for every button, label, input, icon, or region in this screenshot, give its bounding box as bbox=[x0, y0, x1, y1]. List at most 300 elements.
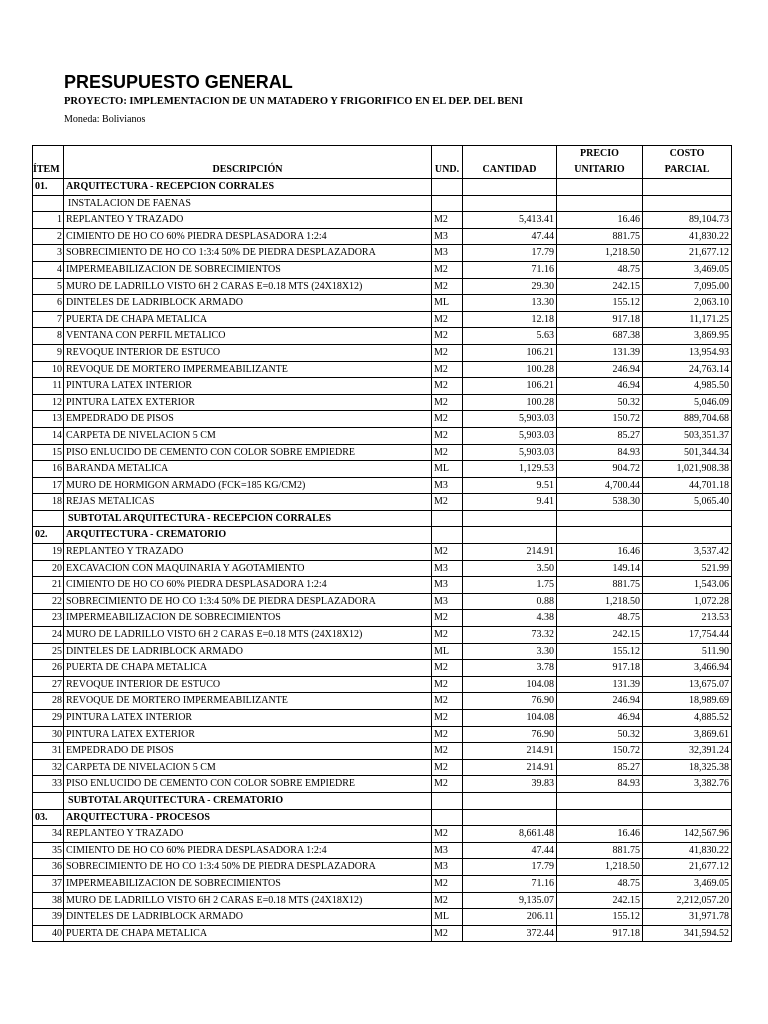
quantity-cell: 4.38 bbox=[463, 610, 557, 627]
section-row bbox=[33, 527, 732, 544]
description-cell: PINTURA LATEX INTERIOR bbox=[64, 710, 432, 727]
quantity-cell: 214.91 bbox=[463, 759, 557, 776]
item-cell: 30 bbox=[33, 726, 64, 743]
unit-price-cell: 881.75 bbox=[557, 577, 643, 594]
partial-cost-cell: 4,985.50 bbox=[643, 378, 732, 395]
unit-price-cell: 917.18 bbox=[557, 311, 643, 328]
unit-cell: M3 bbox=[432, 577, 463, 594]
partial-cost-cell: 44,701.18 bbox=[643, 477, 732, 494]
unit-price-cell bbox=[557, 809, 643, 826]
description-cell: DINTELES DE LADRIBLOCK ARMADO bbox=[64, 295, 432, 312]
unit-price-cell: 16.46 bbox=[557, 212, 643, 229]
item-cell: 40 bbox=[33, 925, 64, 942]
header-quantity: CANTIDAD bbox=[463, 162, 557, 179]
table-row bbox=[33, 925, 732, 942]
unit-cell bbox=[432, 510, 463, 527]
table-row bbox=[33, 212, 732, 229]
quantity-cell: 9,135.07 bbox=[463, 892, 557, 909]
table-row bbox=[33, 892, 732, 909]
quantity-cell bbox=[463, 792, 557, 809]
item-cell: 39 bbox=[33, 909, 64, 926]
quantity-cell: 73.32 bbox=[463, 627, 557, 644]
item-cell: 12 bbox=[33, 394, 64, 411]
quantity-cell: 106.21 bbox=[463, 344, 557, 361]
item-cell: 34 bbox=[33, 826, 64, 843]
description-cell: SOBRECIMIENTO DE HO CO 1:3:4 50% DE PIEDRA DESPLAZADORA bbox=[64, 859, 432, 876]
partial-cost-cell: 3,469.05 bbox=[643, 261, 732, 278]
subheading-row bbox=[33, 195, 732, 212]
quantity-cell: 3.50 bbox=[463, 560, 557, 577]
unit-cell: M3 bbox=[432, 477, 463, 494]
partial-cost-cell: 501,344.34 bbox=[643, 444, 732, 461]
table-row bbox=[33, 627, 732, 644]
item-cell: 24 bbox=[33, 627, 64, 644]
description-cell: REVOQUE DE MORTERO IMPERMEABILIZANTE bbox=[64, 361, 432, 378]
unit-price-cell: 46.94 bbox=[557, 710, 643, 727]
quantity-cell: 100.28 bbox=[463, 394, 557, 411]
table-row bbox=[33, 826, 732, 843]
item-cell: 16 bbox=[33, 461, 64, 478]
unit-cell bbox=[432, 809, 463, 826]
header-unit-cell bbox=[432, 146, 463, 163]
partial-cost-cell: 3,466.94 bbox=[643, 660, 732, 677]
quantity-cell: 104.08 bbox=[463, 676, 557, 693]
unit-price-cell: 881.75 bbox=[557, 842, 643, 859]
quantity-cell: 39.83 bbox=[463, 776, 557, 793]
unit-cell: ML bbox=[432, 295, 463, 312]
partial-cost-cell: 142,567.96 bbox=[643, 826, 732, 843]
unit-cell: M2 bbox=[432, 444, 463, 461]
unit-cell: M2 bbox=[432, 311, 463, 328]
table-row bbox=[33, 494, 732, 511]
quantity-cell: 206.11 bbox=[463, 909, 557, 926]
quantity-cell: 9.51 bbox=[463, 477, 557, 494]
unit-cell: M3 bbox=[432, 228, 463, 245]
description-cell: PINTURA LATEX EXTERIOR bbox=[64, 726, 432, 743]
partial-cost-cell: 4,885.52 bbox=[643, 710, 732, 727]
unit-price-cell: 50.32 bbox=[557, 394, 643, 411]
quantity-cell: 17.79 bbox=[463, 245, 557, 262]
unit-price-cell: 687.38 bbox=[557, 328, 643, 345]
table-row bbox=[33, 710, 732, 727]
unit-cell: M2 bbox=[432, 378, 463, 395]
partial-cost-cell: 1,021,908.38 bbox=[643, 461, 732, 478]
unit-cell: M3 bbox=[432, 560, 463, 577]
unit-cell: M3 bbox=[432, 245, 463, 262]
currency-label: Moneda: Bolivianos bbox=[64, 114, 146, 125]
description-cell: REVOQUE INTERIOR DE ESTUCO bbox=[64, 676, 432, 693]
description-cell: PISO ENLUCIDO DE CEMENTO CON COLOR SOBRE EMPIEDRE bbox=[64, 444, 432, 461]
description-cell: REPLANTEO Y TRAZADO bbox=[64, 826, 432, 843]
unit-price-cell: 150.72 bbox=[557, 743, 643, 760]
partial-cost-cell: 21,677.12 bbox=[643, 245, 732, 262]
header-price-bottom: UNITARIO bbox=[557, 162, 643, 179]
unit-price-cell: 1,218.50 bbox=[557, 593, 643, 610]
description-cell: CARPETA DE NIVELACION 5 CM bbox=[64, 427, 432, 444]
item-cell bbox=[33, 792, 64, 809]
unit-price-cell: 84.93 bbox=[557, 444, 643, 461]
description-cell: SUBTOTAL ARQUITECTURA - CREMATORIO bbox=[64, 792, 432, 809]
item-cell: 01. bbox=[33, 179, 64, 196]
table-row bbox=[33, 427, 732, 444]
partial-cost-cell: 13,954.93 bbox=[643, 344, 732, 361]
description-cell: PISO ENLUCIDO DE CEMENTO CON COLOR SOBRE EMPIEDRE bbox=[64, 776, 432, 793]
header-desc-cell bbox=[64, 146, 432, 163]
quantity-cell bbox=[463, 510, 557, 527]
quantity-cell: 104.08 bbox=[463, 710, 557, 727]
partial-cost-cell: 503,351.37 bbox=[643, 427, 732, 444]
partial-cost-cell: 511.90 bbox=[643, 643, 732, 660]
unit-cell bbox=[432, 527, 463, 544]
quantity-cell: 13.30 bbox=[463, 295, 557, 312]
partial-cost-cell bbox=[643, 792, 732, 809]
header-qty-cell bbox=[463, 146, 557, 163]
description-cell: REVOQUE INTERIOR DE ESTUCO bbox=[64, 344, 432, 361]
unit-cell: M2 bbox=[432, 328, 463, 345]
subtotal-row bbox=[33, 792, 732, 809]
quantity-cell: 0.88 bbox=[463, 593, 557, 610]
quantity-cell: 47.44 bbox=[463, 842, 557, 859]
unit-price-cell: 917.18 bbox=[557, 925, 643, 942]
unit-price-cell: 149.14 bbox=[557, 560, 643, 577]
unit-cell: M3 bbox=[432, 593, 463, 610]
unit-cell: M2 bbox=[432, 710, 463, 727]
unit-price-cell: 48.75 bbox=[557, 610, 643, 627]
item-cell: 9 bbox=[33, 344, 64, 361]
table-row bbox=[33, 311, 732, 328]
description-cell: PUERTA DE CHAPA METALICA bbox=[64, 311, 432, 328]
partial-cost-cell: 521.99 bbox=[643, 560, 732, 577]
unit-price-cell bbox=[557, 792, 643, 809]
item-cell: 36 bbox=[33, 859, 64, 876]
unit-price-cell bbox=[557, 195, 643, 212]
unit-price-cell: 131.39 bbox=[557, 676, 643, 693]
quantity-cell: 76.90 bbox=[463, 693, 557, 710]
header-row-top bbox=[33, 146, 732, 163]
unit-cell: M2 bbox=[432, 676, 463, 693]
item-cell: 23 bbox=[33, 610, 64, 627]
unit-price-cell: 246.94 bbox=[557, 693, 643, 710]
quantity-cell bbox=[463, 195, 557, 212]
partial-cost-cell bbox=[643, 195, 732, 212]
quantity-cell: 1.75 bbox=[463, 577, 557, 594]
partial-cost-cell bbox=[643, 510, 732, 527]
table-row bbox=[33, 643, 732, 660]
description-cell: MURO DE LADRILLO VISTO 6H 2 CARAS E=0.18 MTS (24X18X12) bbox=[64, 278, 432, 295]
table-row bbox=[33, 909, 732, 926]
table-row bbox=[33, 477, 732, 494]
table-row bbox=[33, 726, 732, 743]
partial-cost-cell: 2,063.10 bbox=[643, 295, 732, 312]
item-cell: 5 bbox=[33, 278, 64, 295]
quantity-cell: 1,129.53 bbox=[463, 461, 557, 478]
unit-cell: M2 bbox=[432, 627, 463, 644]
quantity-cell: 106.21 bbox=[463, 378, 557, 395]
description-cell: MURO DE HORMIGON ARMADO (FCK=185 KG/CM2) bbox=[64, 477, 432, 494]
header-price-top: PRECIO bbox=[557, 146, 643, 163]
item-cell: 29 bbox=[33, 710, 64, 727]
unit-cell: M2 bbox=[432, 610, 463, 627]
item-cell: 18 bbox=[33, 494, 64, 511]
header-item: ÍTEM bbox=[33, 162, 64, 179]
partial-cost-cell: 5,046.09 bbox=[643, 394, 732, 411]
description-cell: REVOQUE DE MORTERO IMPERMEABILIZANTE bbox=[64, 693, 432, 710]
item-cell: 28 bbox=[33, 693, 64, 710]
item-cell: 33 bbox=[33, 776, 64, 793]
item-cell: 27 bbox=[33, 676, 64, 693]
unit-cell: M2 bbox=[432, 261, 463, 278]
quantity-cell: 71.16 bbox=[463, 261, 557, 278]
quantity-cell: 8,661.48 bbox=[463, 826, 557, 843]
unit-price-cell: 85.27 bbox=[557, 759, 643, 776]
unit-price-cell: 538.30 bbox=[557, 494, 643, 511]
table-row bbox=[33, 444, 732, 461]
item-cell bbox=[33, 510, 64, 527]
item-cell: 4 bbox=[33, 261, 64, 278]
partial-cost-cell bbox=[643, 179, 732, 196]
item-cell: 11 bbox=[33, 378, 64, 395]
partial-cost-cell: 7,095.00 bbox=[643, 278, 732, 295]
unit-cell: M3 bbox=[432, 842, 463, 859]
unit-price-cell: 85.27 bbox=[557, 427, 643, 444]
quantity-cell bbox=[463, 527, 557, 544]
unit-price-cell: 48.75 bbox=[557, 875, 643, 892]
unit-cell bbox=[432, 195, 463, 212]
quantity-cell: 17.79 bbox=[463, 859, 557, 876]
item-cell: 14 bbox=[33, 427, 64, 444]
unit-cell: M2 bbox=[432, 892, 463, 909]
partial-cost-cell: 13,675.07 bbox=[643, 676, 732, 693]
partial-cost-cell: 11,171.25 bbox=[643, 311, 732, 328]
partial-cost-cell: 31,971.78 bbox=[643, 909, 732, 926]
table-row bbox=[33, 295, 732, 312]
item-cell: 1 bbox=[33, 212, 64, 229]
description-cell: PINTURA LATEX EXTERIOR bbox=[64, 394, 432, 411]
description-cell: SUBTOTAL ARQUITECTURA - RECEPCION CORRALES bbox=[64, 510, 432, 527]
description-cell: BARANDA METALICA bbox=[64, 461, 432, 478]
table-row bbox=[33, 344, 732, 361]
quantity-cell: 100.28 bbox=[463, 361, 557, 378]
partial-cost-cell: 41,830.22 bbox=[643, 228, 732, 245]
partial-cost-cell: 889,704.68 bbox=[643, 411, 732, 428]
description-cell: IMPERMEABILIZACION DE SOBRECIMIENTOS bbox=[64, 610, 432, 627]
quantity-cell bbox=[463, 809, 557, 826]
header-description: DESCRIPCIÓN bbox=[64, 162, 432, 179]
partial-cost-cell: 2,212,057.20 bbox=[643, 892, 732, 909]
item-cell: 3 bbox=[33, 245, 64, 262]
partial-cost-cell: 3,869.61 bbox=[643, 726, 732, 743]
table-row bbox=[33, 875, 732, 892]
partial-cost-cell: 24,763.14 bbox=[643, 361, 732, 378]
description-cell: CIMIENTO DE HO CO 60% PIEDRA DESPLASADORA 1:2:4 bbox=[64, 842, 432, 859]
table-row bbox=[33, 278, 732, 295]
item-cell: 8 bbox=[33, 328, 64, 345]
partial-cost-cell: 32,391.24 bbox=[643, 743, 732, 760]
partial-cost-cell: 5,065.40 bbox=[643, 494, 732, 511]
item-cell: 7 bbox=[33, 311, 64, 328]
unit-price-cell bbox=[557, 179, 643, 196]
item-cell: 35 bbox=[33, 842, 64, 859]
item-cell: 6 bbox=[33, 295, 64, 312]
partial-cost-cell: 341,594.52 bbox=[643, 925, 732, 942]
item-cell: 13 bbox=[33, 411, 64, 428]
unit-cell: M2 bbox=[432, 826, 463, 843]
partial-cost-cell: 89,104.73 bbox=[643, 212, 732, 229]
item-cell: 31 bbox=[33, 743, 64, 760]
item-cell: 02. bbox=[33, 527, 64, 544]
table-row bbox=[33, 461, 732, 478]
item-cell: 37 bbox=[33, 875, 64, 892]
quantity-cell: 5,903.03 bbox=[463, 411, 557, 428]
quantity-cell: 5,903.03 bbox=[463, 444, 557, 461]
description-cell: MURO DE LADRILLO VISTO 6H 2 CARAS E=0.18 MTS (24X18X12) bbox=[64, 892, 432, 909]
unit-price-cell: 84.93 bbox=[557, 776, 643, 793]
quantity-cell: 76.90 bbox=[463, 726, 557, 743]
unit-cell: M2 bbox=[432, 660, 463, 677]
quantity-cell: 9.41 bbox=[463, 494, 557, 511]
table-row bbox=[33, 610, 732, 627]
partial-cost-cell: 18,989.69 bbox=[643, 693, 732, 710]
unit-cell: M2 bbox=[432, 759, 463, 776]
table-row bbox=[33, 411, 732, 428]
unit-cell: M2 bbox=[432, 544, 463, 561]
description-cell: MURO DE LADRILLO VISTO 6H 2 CARAS E=0.18 MTS (24X18X12) bbox=[64, 627, 432, 644]
table-row bbox=[33, 328, 732, 345]
unit-price-cell: 246.94 bbox=[557, 361, 643, 378]
description-cell: PUERTA DE CHAPA METALICA bbox=[64, 660, 432, 677]
description-cell: VENTANA CON PERFIL METALICO bbox=[64, 328, 432, 345]
partial-cost-cell: 213.53 bbox=[643, 610, 732, 627]
unit-cell: M2 bbox=[432, 212, 463, 229]
description-cell: CIMIENTO DE HO CO 60% PIEDRA DESPLASADORA 1:2:4 bbox=[64, 577, 432, 594]
description-cell: PUERTA DE CHAPA METALICA bbox=[64, 925, 432, 942]
unit-price-cell: 904.72 bbox=[557, 461, 643, 478]
unit-cell: M2 bbox=[432, 875, 463, 892]
unit-price-cell bbox=[557, 527, 643, 544]
description-cell: EMPEDRADO DE PISOS bbox=[64, 743, 432, 760]
quantity-cell: 5.63 bbox=[463, 328, 557, 345]
partial-cost-cell: 17,754.44 bbox=[643, 627, 732, 644]
unit-cell: M2 bbox=[432, 394, 463, 411]
subtotal-row bbox=[33, 510, 732, 527]
unit-cell: M2 bbox=[432, 726, 463, 743]
unit-cell: ML bbox=[432, 909, 463, 926]
section-row bbox=[33, 809, 732, 826]
unit-price-cell: 155.12 bbox=[557, 643, 643, 660]
description-cell: SOBRECIMIENTO DE HO CO 1:3:4 50% DE PIEDRA DESPLAZADORA bbox=[64, 593, 432, 610]
description-cell: ARQUITECTURA - PROCESOS bbox=[64, 809, 432, 826]
description-cell: IMPERMEABILIZACION DE SOBRECIMIENTOS bbox=[64, 261, 432, 278]
item-cell: 32 bbox=[33, 759, 64, 776]
partial-cost-cell: 41,830.22 bbox=[643, 842, 732, 859]
unit-cell: M2 bbox=[432, 494, 463, 511]
item-cell: 21 bbox=[33, 577, 64, 594]
table-row bbox=[33, 676, 732, 693]
description-cell: INSTALACION DE FAENAS bbox=[64, 195, 432, 212]
unit-price-cell: 155.12 bbox=[557, 909, 643, 926]
table-row bbox=[33, 842, 732, 859]
description-cell: SOBRECIMIENTO DE HO CO 1:3:4 50% DE PIEDRA DESPLAZADORA bbox=[64, 245, 432, 262]
partial-cost-cell: 3,869.95 bbox=[643, 328, 732, 345]
item-cell: 38 bbox=[33, 892, 64, 909]
item-cell: 19 bbox=[33, 544, 64, 561]
quantity-cell bbox=[463, 179, 557, 196]
unit-cell: M2 bbox=[432, 344, 463, 361]
quantity-cell: 29.30 bbox=[463, 278, 557, 295]
quantity-cell: 214.91 bbox=[463, 544, 557, 561]
quantity-cell: 12.18 bbox=[463, 311, 557, 328]
description-cell: IMPERMEABILIZACION DE SOBRECIMIENTOS bbox=[64, 875, 432, 892]
partial-cost-cell: 3,469.05 bbox=[643, 875, 732, 892]
unit-price-cell: 1,218.50 bbox=[557, 859, 643, 876]
table-row bbox=[33, 859, 732, 876]
quantity-cell: 47.44 bbox=[463, 228, 557, 245]
unit-price-cell: 242.15 bbox=[557, 892, 643, 909]
partial-cost-cell: 1,543.06 bbox=[643, 577, 732, 594]
unit-price-cell: 48.75 bbox=[557, 261, 643, 278]
quantity-cell: 214.91 bbox=[463, 743, 557, 760]
table-row bbox=[33, 593, 732, 610]
header-item-cell bbox=[33, 146, 64, 163]
unit-cell: M2 bbox=[432, 278, 463, 295]
unit-cell: M3 bbox=[432, 859, 463, 876]
unit-cell: M2 bbox=[432, 925, 463, 942]
table-row bbox=[33, 261, 732, 278]
unit-price-cell: 16.46 bbox=[557, 544, 643, 561]
unit-price-cell: 155.12 bbox=[557, 295, 643, 312]
unit-cell: ML bbox=[432, 461, 463, 478]
item-cell: 03. bbox=[33, 809, 64, 826]
unit-cell: M2 bbox=[432, 776, 463, 793]
budget-table bbox=[32, 145, 732, 942]
unit-price-cell: 242.15 bbox=[557, 627, 643, 644]
unit-price-cell: 131.39 bbox=[557, 344, 643, 361]
quantity-cell: 5,413.41 bbox=[463, 212, 557, 229]
table-row bbox=[33, 577, 732, 594]
description-cell: REPLANTEO Y TRAZADO bbox=[64, 212, 432, 229]
unit-price-cell: 242.15 bbox=[557, 278, 643, 295]
description-cell: DINTELES DE LADRIBLOCK ARMADO bbox=[64, 909, 432, 926]
description-cell: ARQUITECTURA - CREMATORIO bbox=[64, 527, 432, 544]
unit-price-cell: 50.32 bbox=[557, 726, 643, 743]
item-cell: 17 bbox=[33, 477, 64, 494]
unit-price-cell bbox=[557, 510, 643, 527]
item-cell: 15 bbox=[33, 444, 64, 461]
quantity-cell: 3.30 bbox=[463, 643, 557, 660]
unit-cell: M2 bbox=[432, 743, 463, 760]
item-cell: 20 bbox=[33, 560, 64, 577]
table-row bbox=[33, 394, 732, 411]
unit-cell bbox=[432, 792, 463, 809]
unit-price-cell: 150.72 bbox=[557, 411, 643, 428]
section-row bbox=[33, 179, 732, 196]
table-row bbox=[33, 759, 732, 776]
item-cell bbox=[33, 195, 64, 212]
unit-cell: M2 bbox=[432, 411, 463, 428]
unit-price-cell: 4,700.44 bbox=[557, 477, 643, 494]
quantity-cell: 5,903.03 bbox=[463, 427, 557, 444]
header-cost-bottom: PARCIAL bbox=[643, 162, 732, 179]
partial-cost-cell: 3,382.76 bbox=[643, 776, 732, 793]
partial-cost-cell bbox=[643, 809, 732, 826]
quantity-cell: 71.16 bbox=[463, 875, 557, 892]
item-cell: 2 bbox=[33, 228, 64, 245]
item-cell: 22 bbox=[33, 593, 64, 610]
unit-cell: M2 bbox=[432, 427, 463, 444]
unit-price-cell: 1,218.50 bbox=[557, 245, 643, 262]
header-unit: UND. bbox=[432, 162, 463, 179]
table-row bbox=[33, 544, 732, 561]
